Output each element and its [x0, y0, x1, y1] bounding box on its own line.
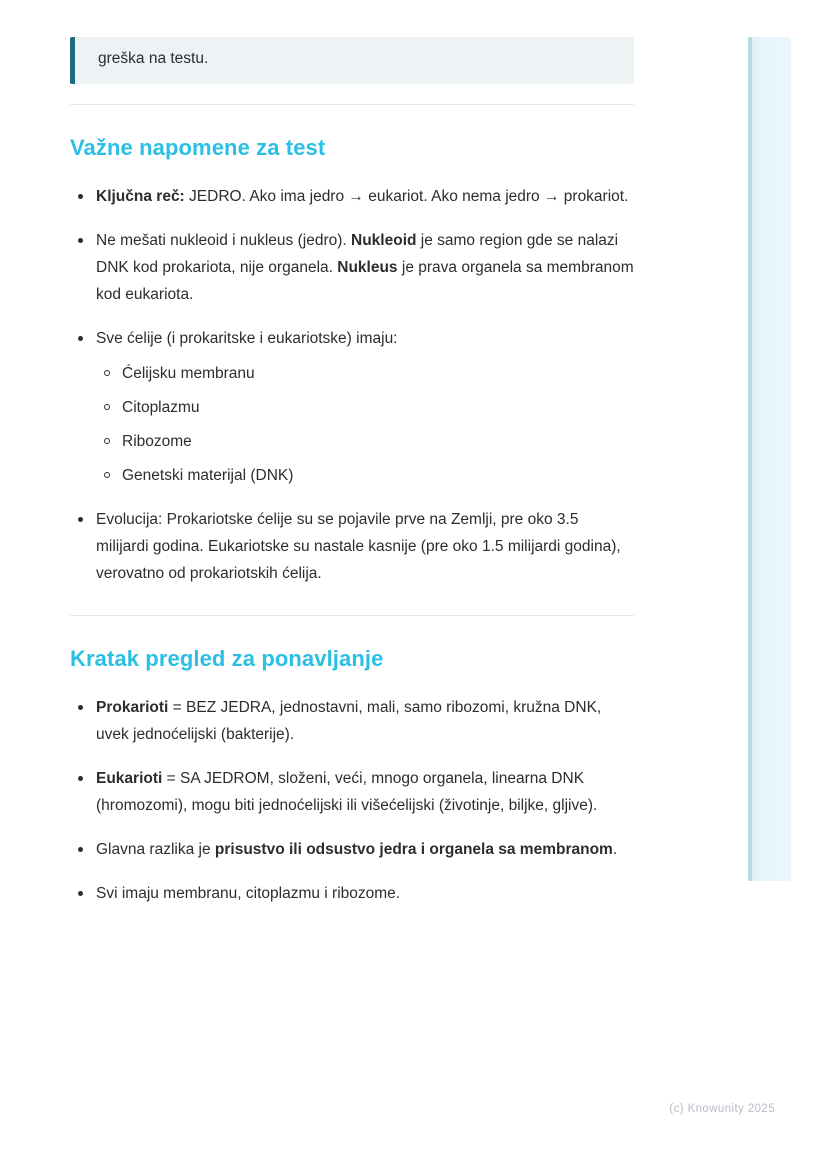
bullet-text-bold: Nukleus [337, 259, 398, 276]
bullet-text: . [612, 841, 618, 858]
bullet-list [70, 183, 634, 587]
sub-list [96, 360, 634, 489]
bullet-list [70, 694, 634, 907]
section-title: Kratak pregled za ponavljanje [70, 646, 384, 671]
bullet-item [70, 183, 634, 210]
bullet-text: je prava organela sa membranom kod eukariota. [96, 259, 634, 303]
bullet-text-bold: prisustvo ili odsustvo jedra i organela sa membranom [214, 841, 613, 858]
sub-item: Ribozome [96, 428, 634, 455]
quote-text: greška na testu. [98, 50, 209, 67]
bullet-text: = BEZ JEDRA, jednostavni, mali, samo ribozomi, kružna DNK, uvek jednoćelijski (bakterije). [96, 699, 602, 743]
callout-quote [70, 37, 634, 84]
bullet-text-bold: Nukleoid [351, 232, 417, 249]
copyright-footer: (c) Knowunity 2025 [669, 1103, 775, 1115]
bullet-text-bold: Prokarioti [96, 699, 169, 716]
section-title: Važne napomene za test [70, 135, 326, 160]
section-divider [70, 615, 634, 616]
bullet-text: je samo region gde se nalazi DNK kod prokariota, nije organela. [96, 232, 619, 276]
bullet-text: Ne mešati nukleoid i nukleus (jedro). [96, 232, 352, 249]
bullet-text: JEDRO. Ako ima jedro → eukariot. Ako nema jedro → prokariot. [184, 188, 629, 205]
bullet-item [70, 694, 634, 748]
bullet-text-bold: Eukarioti [96, 770, 163, 787]
bullet-text-bold: Ključna reč: [96, 188, 185, 205]
bullet-item [70, 227, 634, 308]
bullet-text: Svi imaju membranu, citoplazmu i ribozome. [96, 885, 401, 902]
bullet-item [70, 325, 634, 489]
section-divider [70, 104, 634, 105]
bullet-text: Sve ćelije (i prokaritske i eukariotske) imaju: [96, 330, 398, 347]
sub-item: Genetski materijal (DNK) [96, 462, 634, 489]
bullet-item [70, 765, 634, 819]
bullet-text: Glavna razlika je [96, 841, 215, 858]
bullet-item [70, 880, 634, 907]
bullet-item [70, 506, 634, 587]
sub-item: Ćelijsku membranu [96, 360, 634, 387]
page-edge-highlight [748, 37, 791, 881]
bullet-item [70, 836, 634, 863]
content-column [70, 0, 634, 935]
sub-item: Citoplazmu [96, 394, 634, 421]
sections-container [70, 104, 634, 907]
bullet-text: = SA JEDROM, složeni, veći, mnogo organela, linearna DNK (hromozomi), mogu biti jednoćelijski ili višećelijski (životinje, biljke, gljive). [96, 770, 598, 814]
bullet-text: Evolucija: Prokariotske ćelije su se pojavile prve na Zemlji, pre oko 3.5 milijardi godina. Eukariotske su nastale kasnije (pre oko 1.5 milijardi godina), verovatno od prokariotskih ćelija. [96, 511, 621, 582]
